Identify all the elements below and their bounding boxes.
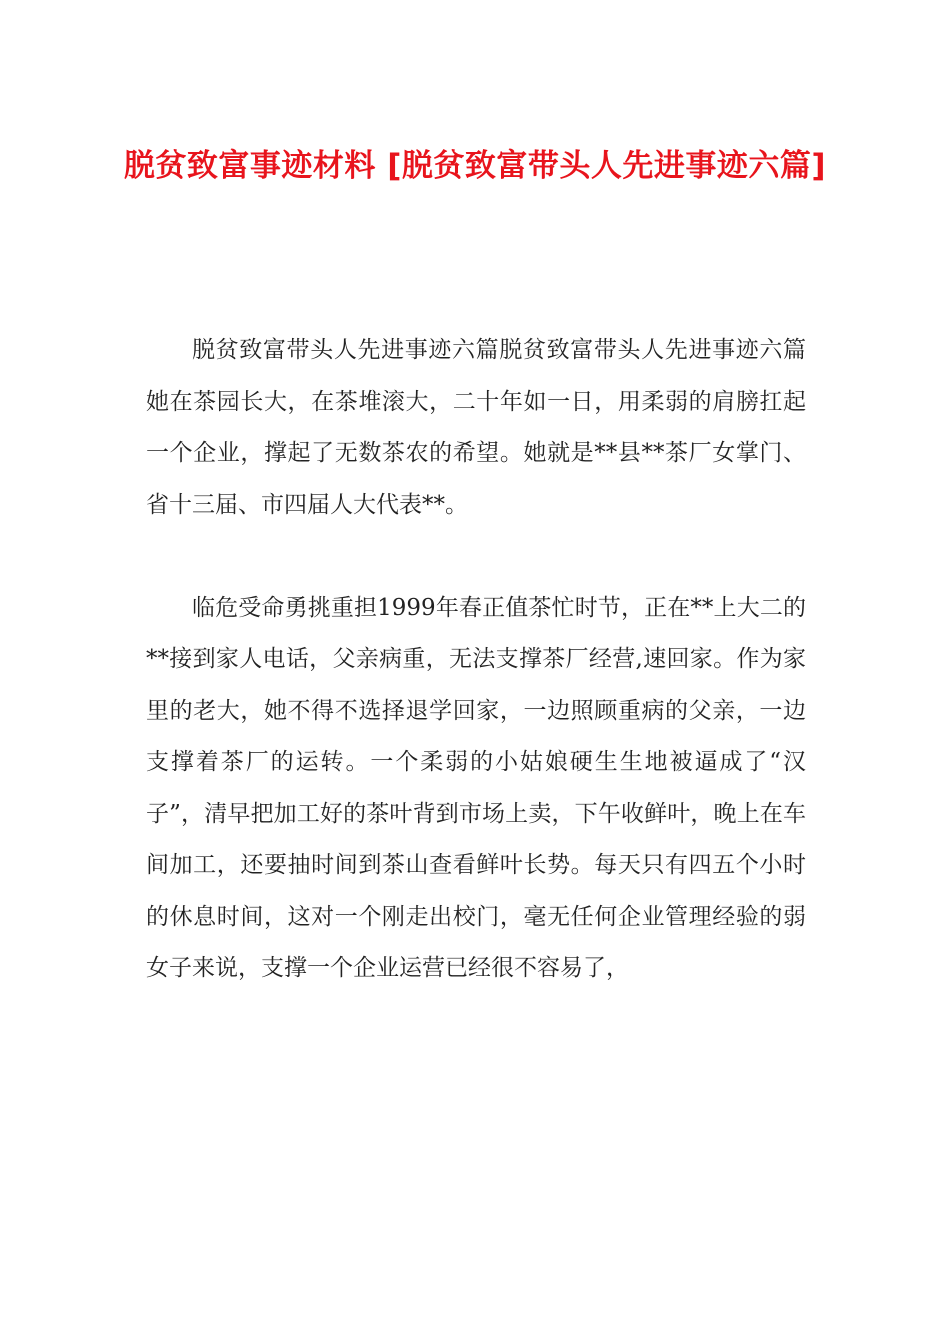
document-title: 脱贫致富事迹材料 [脱贫致富带头人先进事迹六篇] <box>123 148 827 184</box>
paragraph: 脱贫致富带头人先进事迹六篇脱贫致富带头人先进事迹六篇她在茶园长大，在茶堆滚大，二十年如一日，用柔弱的肩膀扛起一个企业，撑起了无数茶农的希望。她就是**县**茶厂女掌门、省十三届、市四届人大代表**。 <box>146 337 806 518</box>
paragraph: 临危受命勇挑重担1999年春正值茶忙时节，正在**上大二的**接到家人电话，父亲病重，无法支撑茶厂经营,速回家。作为家里的老大，她不得不选择退学回家，一边照顾重病的父亲，一边支撑着茶厂的运转。一个柔弱的小姑娘硬生生地被逼成了“汉子”，清早把加工好的茶叶背到市场上卖，下午收鲜叶，晚上在车间加工，还要抽时间到茶山查看鲜叶长势。每天只有四五个小时的休息时间，这对一个刚走出校门，毫无任何企业管理经验的弱女子来说，支撑一个企业运营已经很不容易了， <box>146 594 806 981</box>
document-body <box>146 325 806 1046</box>
